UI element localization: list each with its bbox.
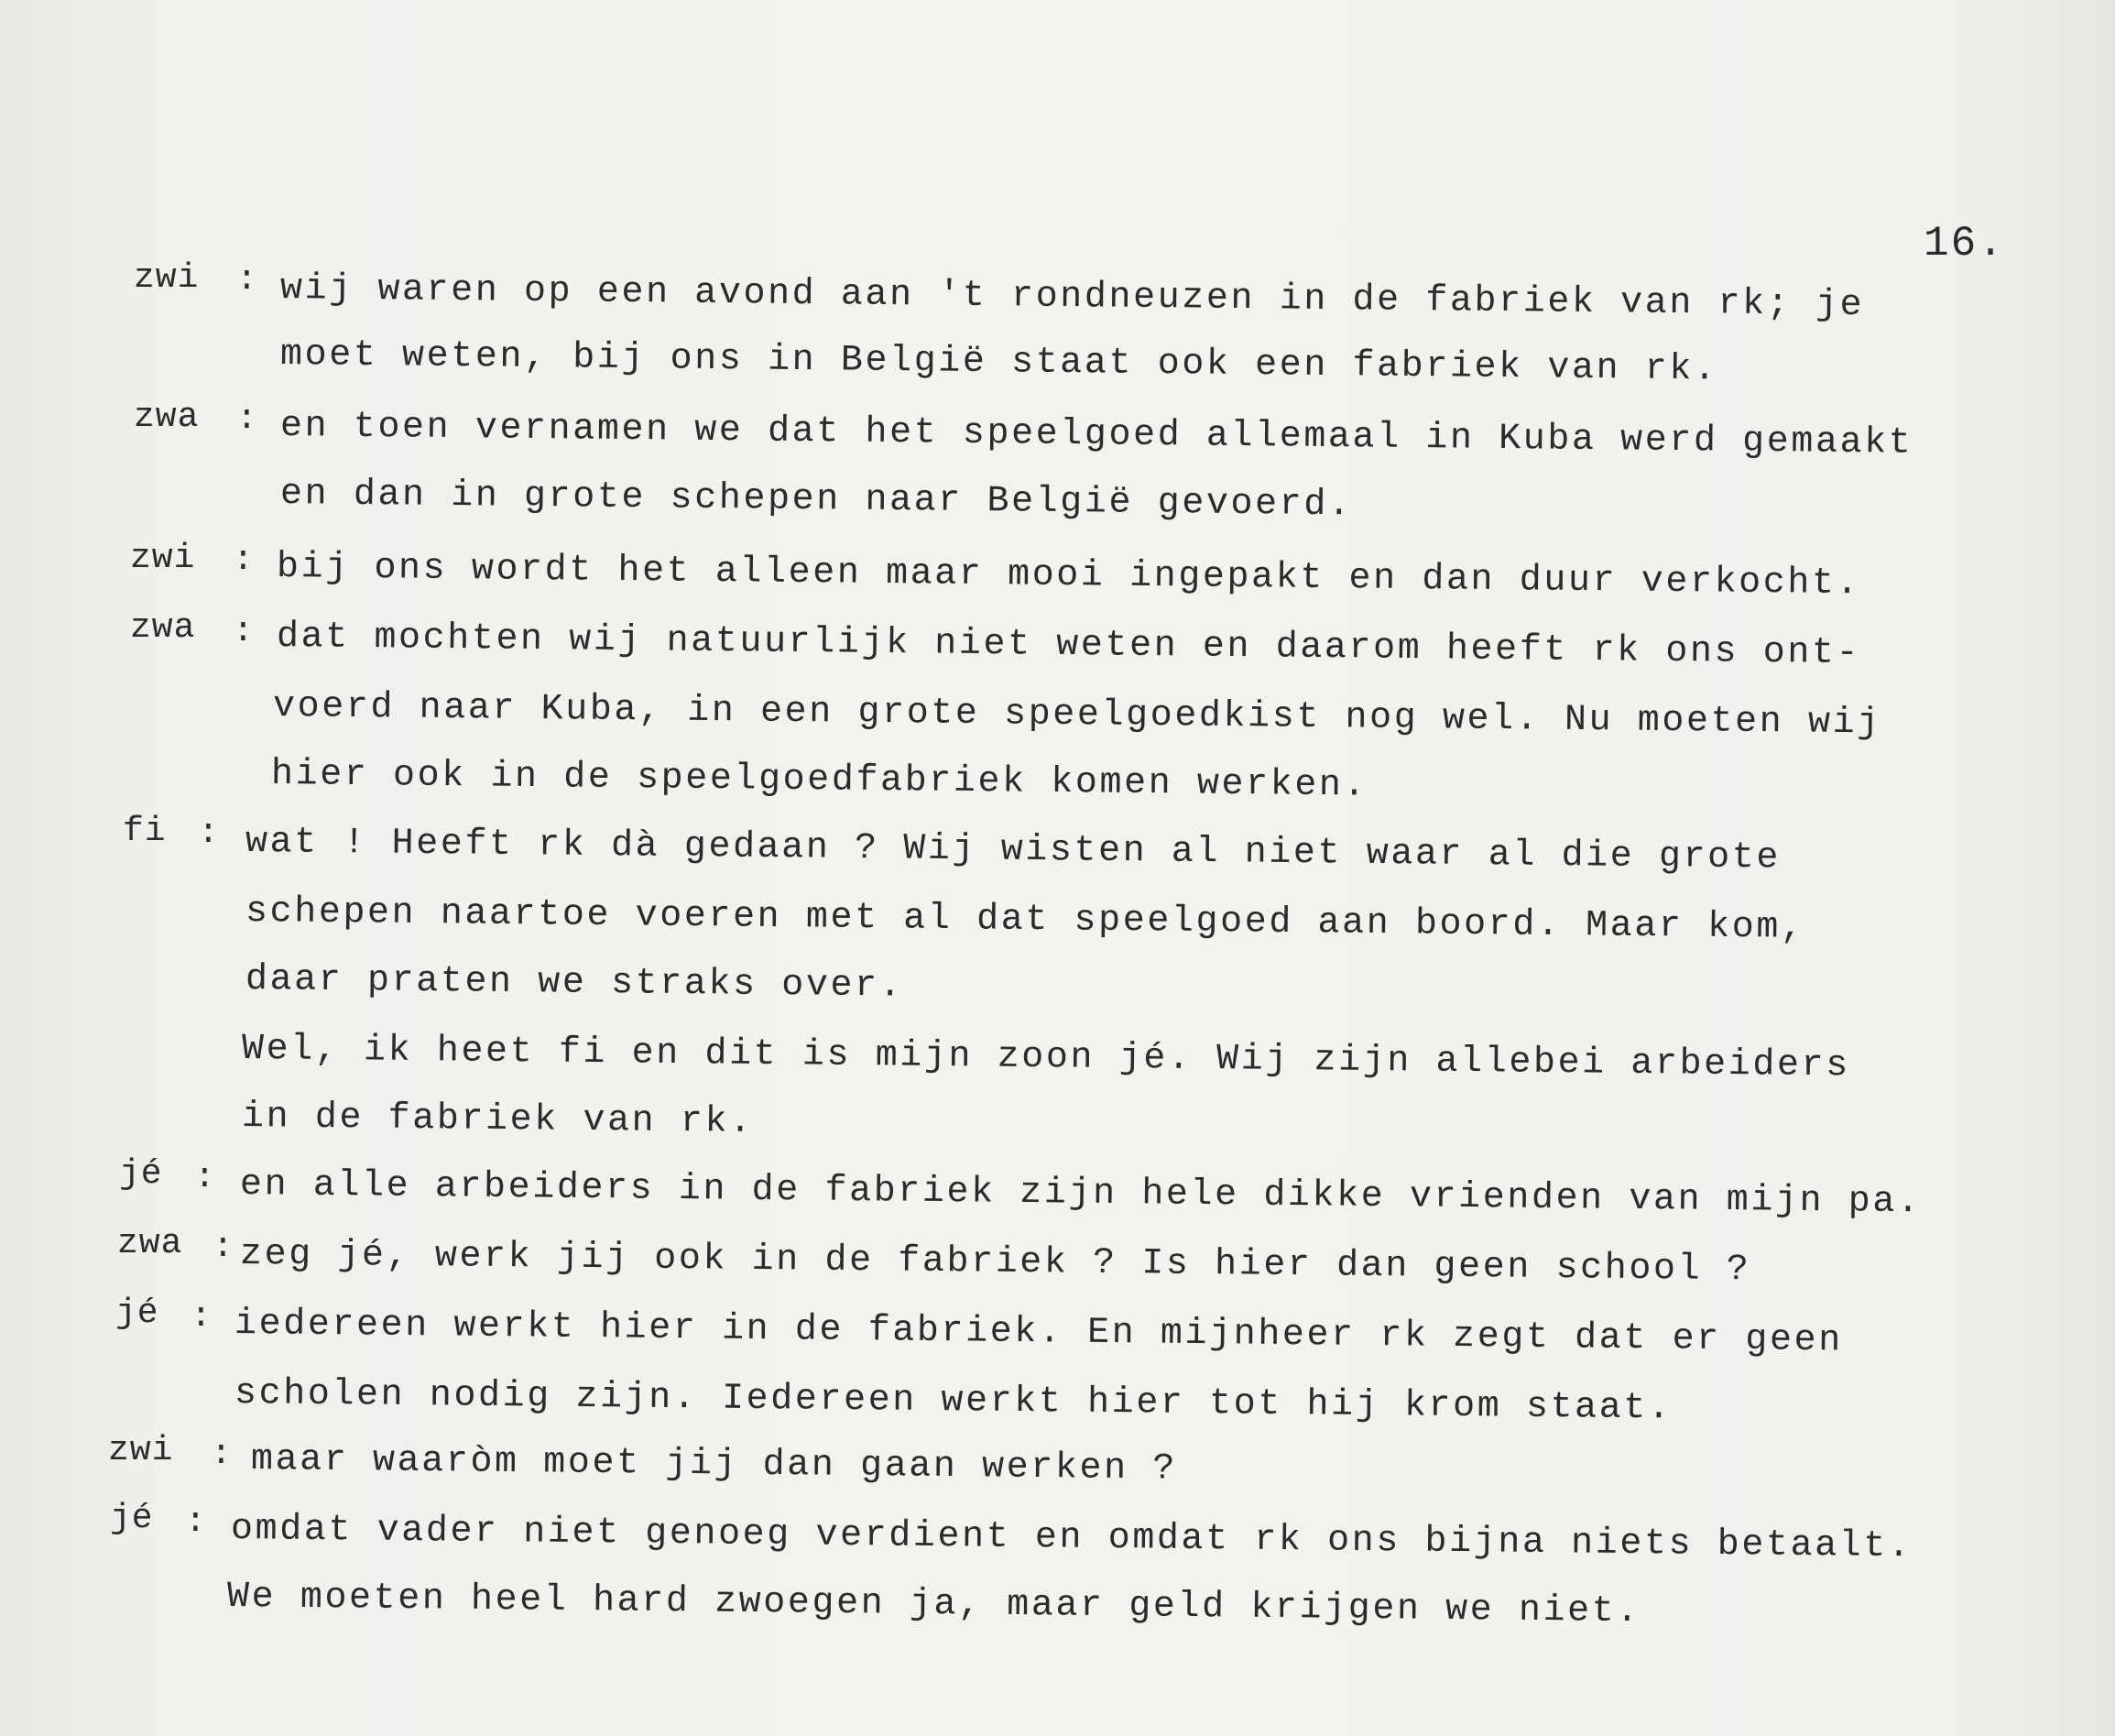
- dialogue-line: en alle arbeiders in de fabriek zijn hele dikke vrienden van mijn pa.: [239, 1164, 1922, 1224]
- page-number: 16.: [1924, 220, 2005, 267]
- speaker-colon: :: [198, 813, 219, 853]
- speaker-name: zwa: [130, 608, 196, 648]
- dialogue-line: maar waaròm moet jij dan gaan werken ?: [250, 1439, 1178, 1490]
- speaker-colon: :: [236, 260, 257, 300]
- dialogue-line: wij waren op een avond aan 't rondneuzen in de fabriek van rk; je: [279, 268, 1865, 327]
- dialogue-line: omdat vader niet genoeg verdient en omdat rk ons bijna niets betaalt.: [230, 1509, 1913, 1568]
- speaker-name: jé: [115, 1294, 159, 1333]
- dialogue-line: moet weten, bij ons in België staat ook een fabriek van rk.: [279, 334, 1718, 391]
- speaker-colon: :: [211, 1435, 232, 1474]
- dialogue-line: dat mochten wij natuurlijk niet weten en daarom heeft rk ons ont-: [276, 617, 1861, 675]
- dialogue-line: wat ! Heeft rk dà gedaan ? Wij wisten al niet waar al die grote: [245, 822, 1782, 879]
- speaker-colon: :: [236, 399, 257, 439]
- speaker-colon: :: [213, 1228, 234, 1267]
- dialogue-line: in de fabriek van rk.: [241, 1097, 754, 1143]
- dialogue-line: daar praten we straks over.: [245, 959, 904, 1008]
- dialogue-line: voerd naar Kuba, in een grote speelgoedkist nog wel. Nu moeten wij: [272, 686, 1882, 745]
- speaker-name: zwi: [134, 258, 200, 298]
- speaker-name: zwi: [130, 539, 196, 578]
- speaker-name: fi: [123, 812, 167, 851]
- speaker-name: zwa: [117, 1224, 183, 1263]
- dialogue-line: Wel, ik heet fi en dit is mijn zoon jé. Wij zijn allebei arbeiders: [241, 1029, 1851, 1087]
- dialogue-line: schepen naartoe voeren met al dat speelgoed aan boord. Maar kom,: [245, 891, 1805, 949]
- speaker-colon: :: [191, 1297, 212, 1337]
- speaker-name: jé: [119, 1154, 163, 1194]
- speaker-colon: :: [233, 612, 254, 651]
- speaker-colon: :: [233, 540, 254, 580]
- dialogue-line: hier ook in de speelgoedfabriek komen werken.: [270, 754, 1368, 807]
- speaker-name: zwi: [108, 1431, 174, 1470]
- dialogue-line: bij ons wordt het alleen maar mooi ingepakt en dan duur verkocht.: [276, 547, 1861, 606]
- speaker-name: jé: [110, 1499, 154, 1538]
- speaker-colon: :: [185, 1502, 206, 1542]
- dialogue-line: We moeten heel hard zwoegen ja, maar geld krijgen we niet.: [226, 1577, 1641, 1633]
- dialogue-line: iedereen werkt hier in de fabriek. En mijnheer rk zegt dat er geen: [234, 1304, 1844, 1362]
- dialogue-line: en toen vernamen we dat het speelgoed allemaal in Kuba werd gemaakt: [279, 406, 1913, 464]
- dialogue-line: zeg jé, werk jij ook in de fabriek ? Is hier dan geen school ?: [239, 1234, 1751, 1292]
- dialogue-line: scholen nodig zijn. Iedereen werkt hier tot hij krom staat.: [234, 1373, 1673, 1430]
- dialogue-line: en dan in grote schepen naar België gevoerd.: [279, 474, 1353, 527]
- speaker-name: zwa: [134, 398, 200, 437]
- speaker-colon: :: [194, 1158, 215, 1197]
